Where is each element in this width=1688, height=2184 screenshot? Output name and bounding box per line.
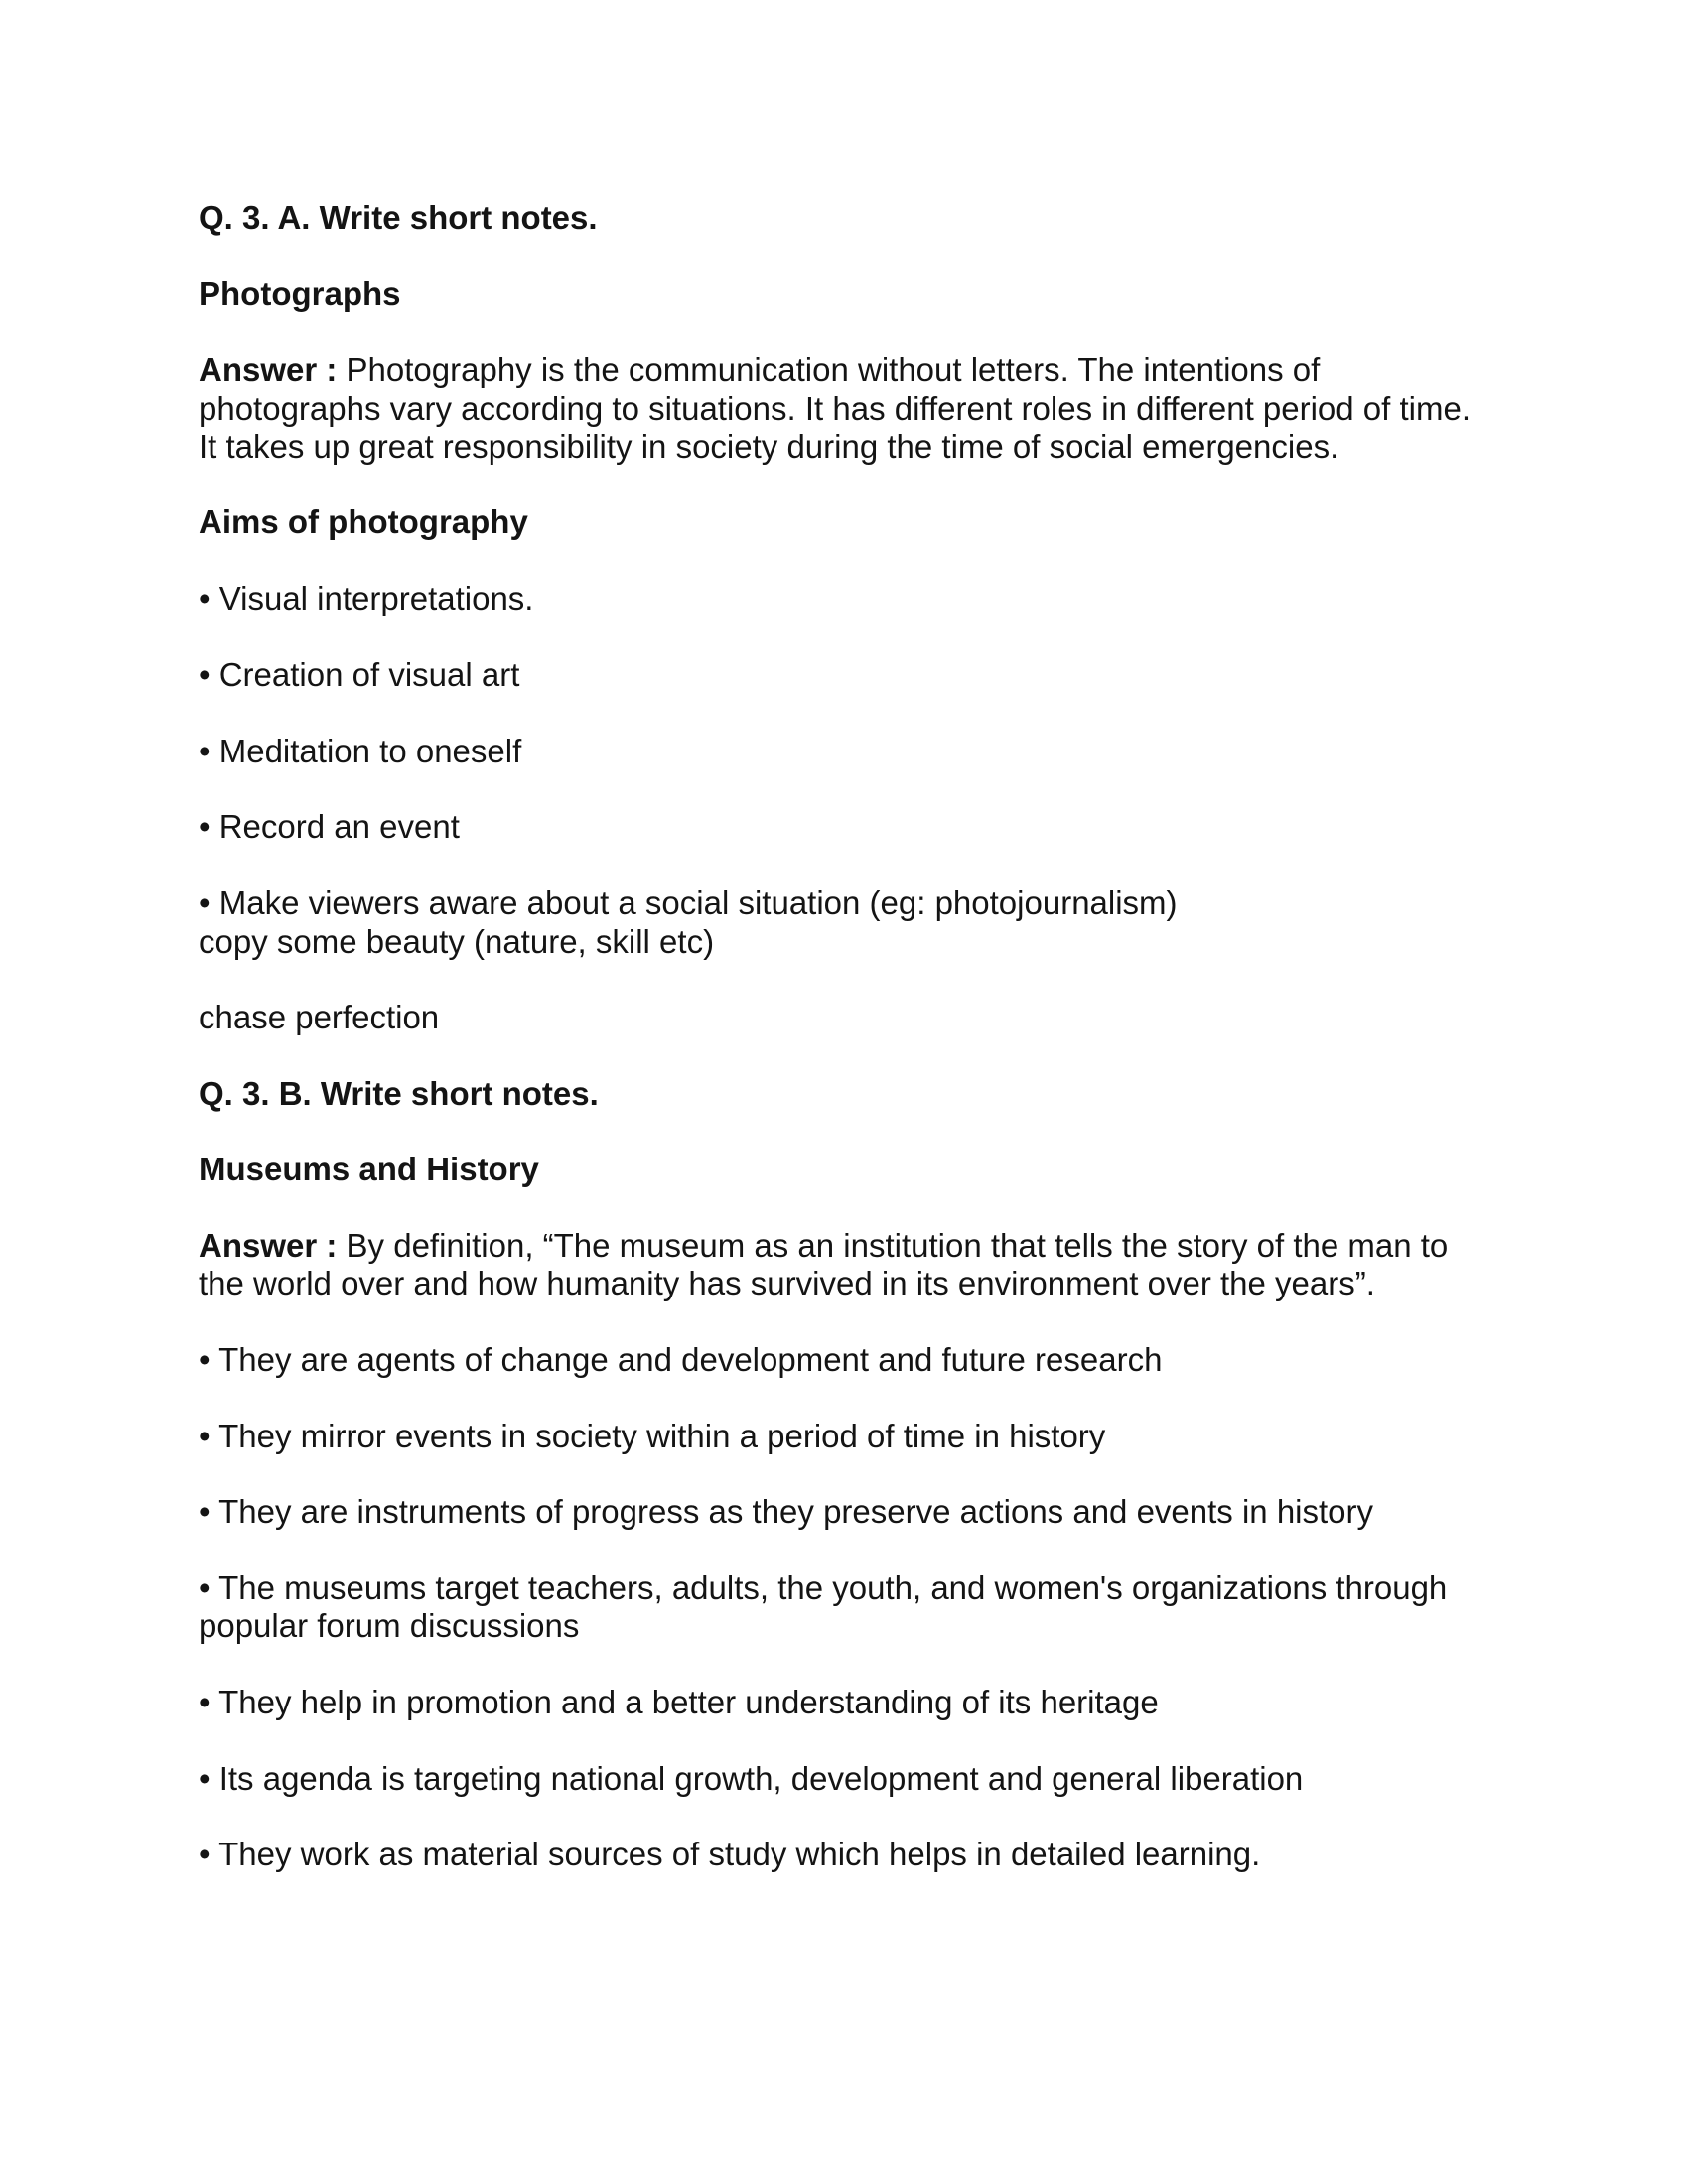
- answer-label-a: Answer :: [199, 351, 338, 388]
- answer-line-b-1: [199, 1226, 1448, 1265]
- question-heading-b: Q. 3. B. Write short notes.: [199, 1075, 599, 1112]
- bullet-b-7: • They work as material sources of study which helps in detailed learning.: [199, 1836, 1261, 1872]
- answer-text-a-1: Photography is the communication without letters. The intentions of: [346, 351, 1321, 388]
- bullet-a-2: • Creation of visual art: [199, 656, 520, 693]
- topic-heading-museums: Museums and History: [199, 1151, 539, 1187]
- bullet-b-4-cont: popular forum discussions: [199, 1607, 580, 1644]
- question-heading-a: Q. 3. A. Write short notes.: [199, 200, 598, 236]
- answer-label-b: Answer :: [199, 1227, 338, 1264]
- answer-line-a-1: [199, 350, 1320, 389]
- bullet-a-5: • Make viewers aware about a social situation (eg: photojournalism): [199, 885, 1178, 921]
- answer-line-b-2: the world over and how humanity has survived in its environment over the years”.: [199, 1265, 1375, 1301]
- bullet-a-4: • Record an event: [199, 808, 460, 845]
- bullet-b-2: • They mirror events in society within a period of time in history: [199, 1418, 1106, 1454]
- bullet-a-1: • Visual interpretations.: [199, 580, 534, 616]
- subheading-aims: Aims of photography: [199, 503, 528, 540]
- extra-line-a-1: copy some beauty (nature, skill etc): [199, 923, 715, 960]
- bullet-b-5: • They help in promotion and a better understanding of its heritage: [199, 1684, 1159, 1720]
- answer-text-b-1: By definition, “The museum as an institution that tells the story of the man to: [346, 1227, 1449, 1264]
- bullet-b-1: • They are agents of change and development and future research: [199, 1341, 1163, 1378]
- bullet-b-6: • Its agenda is targeting national growth, development and general liberation: [199, 1760, 1304, 1797]
- bullet-b-3: • They are instruments of progress as they preserve actions and events in history: [199, 1493, 1374, 1530]
- topic-heading-photographs: Photographs: [199, 275, 401, 312]
- answer-line-a-2: photographs vary according to situations. It has different roles in different period of time.: [199, 390, 1472, 427]
- extra-line-a-2: chase perfection: [199, 999, 440, 1035]
- answer-line-a-3: It takes up great responsibility in society during the time of social emergencies.: [199, 428, 1339, 465]
- bullet-b-4: • The museums target teachers, adults, the youth, and women's organizations through: [199, 1570, 1448, 1606]
- bullet-a-3: • Meditation to oneself: [199, 733, 522, 769]
